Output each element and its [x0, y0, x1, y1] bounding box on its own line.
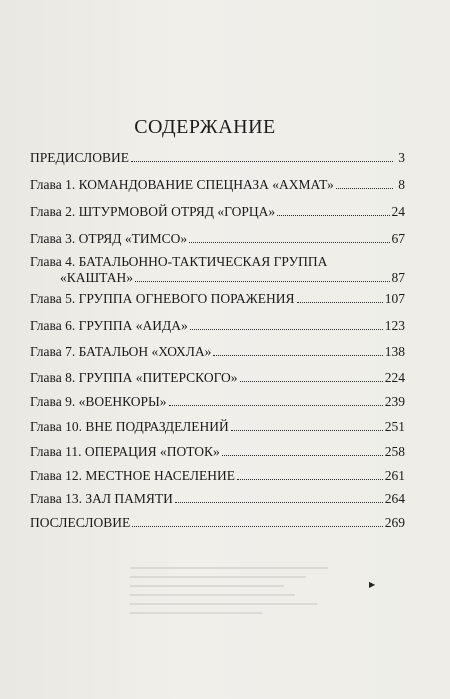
toc-entry-label: Глава 8. ГРУППА «ПИТЕРСКОГО» [30, 370, 238, 385]
toc-entry-page: 3 [398, 150, 405, 165]
toc-entry-page: 261 [384, 468, 405, 483]
toc-entry-page: 138 [384, 344, 405, 359]
leader-dots [231, 419, 383, 431]
leader-dots [240, 370, 383, 382]
toc-entry-label: Глава 12. МЕСТНОЕ НАСЕЛЕНИЕ [30, 468, 235, 483]
toc-entry-label: Глава 4. БАТАЛЬОННО-ТАКТИЧЕСКАЯ ГРУППА [30, 254, 328, 269]
toc-entry[interactable] [30, 491, 405, 507]
leader-dots [175, 491, 383, 503]
toc-entry-label: Глава 11. ОПЕРАЦИЯ «ПОТОК» [30, 444, 220, 459]
toc-entry[interactable] [30, 344, 405, 360]
toc-entry-label: Глава 9. «ВОЕНКОРЫ» [30, 394, 167, 409]
toc-entry-page: 67 [391, 231, 405, 246]
toc-entry[interactable] [30, 370, 405, 386]
page-title: СОДЕРЖАНИЕ [134, 116, 276, 138]
leader-dots [190, 318, 383, 330]
toc-entry-page: 107 [384, 291, 405, 306]
toc-entry-label: Глава 7. БАТАЛЬОН «ХОХЛА» [30, 344, 212, 359]
toc-entry-page: 224 [384, 370, 405, 385]
toc-entry-page: 123 [384, 318, 405, 333]
toc-entry-page: 251 [384, 419, 405, 434]
toc-entry-page: 239 [384, 394, 405, 409]
toc-entry-page: 8 [398, 177, 405, 192]
toc-entry[interactable] [30, 177, 405, 193]
toc-entry-label-continued: «КАШТАН» [60, 270, 133, 285]
leader-dots [132, 515, 382, 527]
toc-entry-label: Глава 13. ЗАЛ ПАМЯТИ [30, 491, 173, 506]
page-speck: ▶ [369, 580, 376, 589]
toc-entry-page: 264 [384, 491, 405, 506]
toc-entry-label: Глава 3. ОТРЯД «ТИМСО» [30, 231, 188, 246]
leader-dots [169, 394, 383, 406]
toc-entry[interactable] [30, 291, 405, 307]
toc-entry[interactable] [30, 444, 405, 460]
toc-entry-page: 269 [384, 515, 405, 530]
leader-dots [237, 468, 383, 480]
toc-entry-label: Глава 10. ВНЕ ПОДРАЗДЕЛЕНИЙ [30, 419, 229, 434]
leader-dots [277, 204, 389, 216]
toc-entry[interactable] [30, 150, 405, 166]
leader-dots [131, 150, 393, 162]
toc-entry[interactable] [30, 204, 405, 220]
toc-entry-page: 87 [391, 270, 405, 285]
leader-dots [297, 291, 383, 303]
toc-entry-label: ПОСЛЕСЛОВИЕ [30, 515, 131, 530]
toc-entry-page: 24 [391, 204, 405, 219]
toc-entry[interactable] [30, 231, 405, 247]
bleed-through-text [130, 560, 350, 640]
toc-entry[interactable] [30, 419, 405, 435]
toc-entry[interactable] [30, 254, 405, 286]
toc-entry[interactable] [30, 515, 405, 531]
leader-dots [189, 231, 389, 243]
toc-entry[interactable] [30, 394, 405, 410]
leader-dots [135, 270, 390, 282]
leader-dots [336, 177, 393, 189]
toc-entry-label: Глава 2. ШТУРМОВОЙ ОТРЯД «ГОРЦА» [30, 204, 276, 219]
toc-entry[interactable] [30, 318, 405, 334]
toc-entry-label: ПРЕДИСЛОВИЕ [30, 150, 130, 165]
toc-entry-label: Глава 6. ГРУППА «АИДА» [30, 318, 188, 333]
leader-dots [222, 444, 383, 456]
toc-entry-label: Глава 1. КОМАНДОВАНИЕ СПЕЦНАЗА «АХМАТ» [30, 177, 334, 192]
toc-entry[interactable] [30, 468, 405, 484]
leader-dots [213, 344, 382, 356]
toc-entry-label: Глава 5. ГРУППА ОГНЕВОГО ПОРАЖЕНИЯ [30, 291, 295, 306]
toc-entry-page: 258 [384, 444, 405, 459]
